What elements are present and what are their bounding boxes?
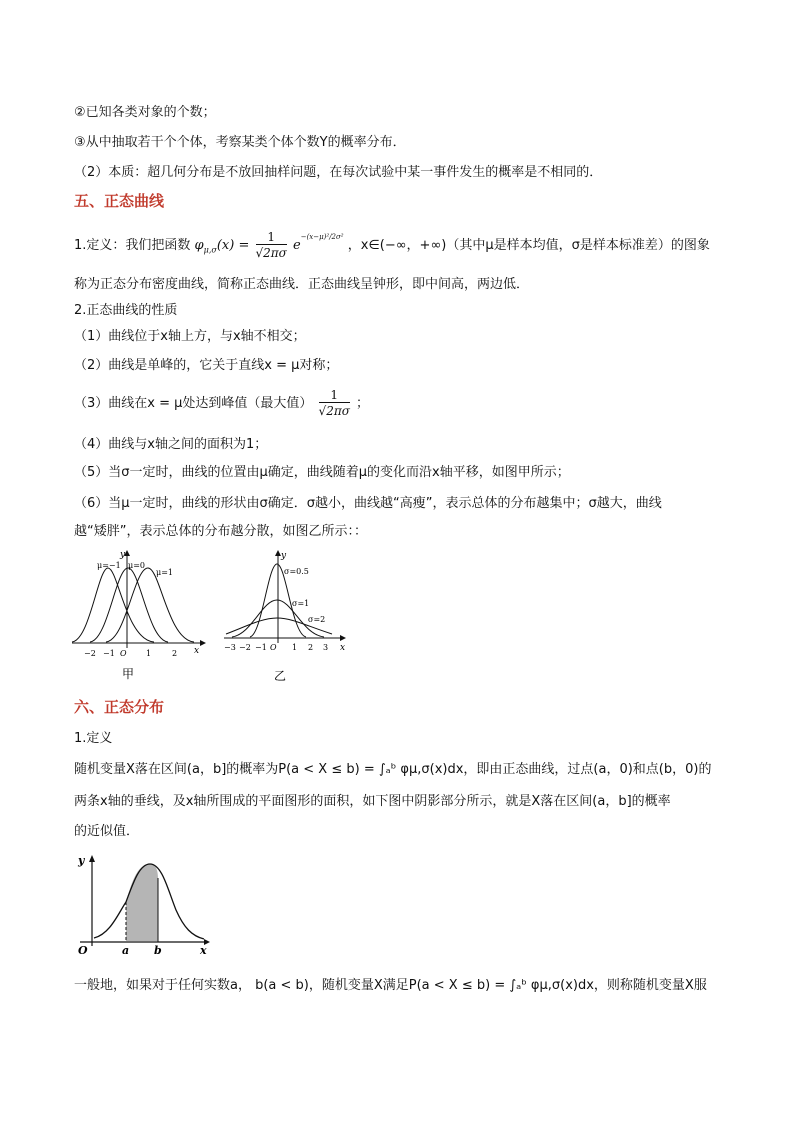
b-label: b <box>154 944 162 957</box>
x-label: x <box>340 643 346 653</box>
label-mu-1: μ=1 <box>156 568 173 577</box>
p3-suffix: ； <box>356 396 370 411</box>
text-line: （6）当μ一定时，曲线的形状由σ确定．σ越小，曲线越“高瘦”，表示总体的分布越集中；σ越大，曲线 <box>74 496 662 511</box>
y-axis-arrow <box>89 855 95 862</box>
text-line: 越“矮胖”，表示总体的分布越分散，如图乙所示：： <box>74 524 367 539</box>
text-line: ③从中抽取若干个个体，考察某类个体个数Y的概率分布． <box>74 135 406 150</box>
text-line: （5）当σ一定时，曲线的位置由μ确定，曲线随着μ的变化而沿x轴平移，如图甲所示； <box>74 465 570 480</box>
text-line: 2.正态曲线的性质 <box>74 303 178 318</box>
tick-label: −3 <box>224 643 236 652</box>
figure-caption: 甲 <box>122 667 135 681</box>
p3-prefix: （3）曲线在x = μ处达到峰值（最大值） <box>74 396 313 411</box>
x-axis-arrow <box>340 635 346 641</box>
text-line: ②已知各类对象的个数； <box>74 105 216 120</box>
figure-shaded-area <box>72 850 222 958</box>
tick-label: 2 <box>172 649 178 658</box>
fraction-denominator: √2πσ <box>318 404 350 418</box>
origin-label: O <box>120 649 127 658</box>
text-line: 一般地，如果对于任何实数a， b(a < b)，随机变量X满足P(a < X ≤ b) = ∫ₐᵇ φμ,σ(x)dx，则称随机变量X服 <box>74 978 707 993</box>
tick-label: −2 <box>84 649 96 658</box>
figure-yi <box>222 548 352 683</box>
exp-power: −(x−μ)²/2σ² <box>300 233 344 241</box>
text-line: 两条x轴的垂线，及x轴所围成的平面图形的面积，如下图中阴影部分所示，就是X落在区间(a，b]的概率 <box>74 794 671 809</box>
formula-fraction <box>256 230 287 261</box>
tick-label: −1 <box>255 643 267 652</box>
figure-jia <box>70 548 210 683</box>
definition-prefix: 1.定义：我们把函数 <box>74 238 191 253</box>
text-line: （1）曲线位于x轴上方，与x轴不相交； <box>74 329 306 344</box>
fraction-numerator: 1 <box>256 230 287 245</box>
x-axis-arrow <box>200 640 206 646</box>
text-line: （2）本质：超几何分布是不放回抽样问题，在每次试验中某一事件发生的概率是不相同的． <box>74 165 603 180</box>
phi-symbol: φ <box>194 238 204 253</box>
definition-mid: ，x∈(−∞，+∞)（其中μ是样本均值，σ是样本标准差）的图象 <box>347 238 710 253</box>
phi-subscript: μ,σ <box>203 245 217 255</box>
label-sigma-0.5: σ=0.5 <box>284 567 309 576</box>
tick-label: 2 <box>308 643 314 652</box>
text-line: （2）曲线是单峰的，它关于直线x = μ对称； <box>74 358 339 373</box>
tick-label: 1 <box>292 643 298 652</box>
label-mu-minus1: μ=−1 <box>97 561 121 570</box>
section-heading: 五、正态曲线 <box>74 192 165 210</box>
fraction-denominator: √2πσ <box>255 246 287 260</box>
text-line: （4）曲线与x轴之间的面积为1； <box>74 437 268 452</box>
tick-label: −1 <box>103 649 115 658</box>
curve-mu-minus1 <box>72 568 154 642</box>
x-label: x <box>194 646 200 656</box>
label-sigma-2: σ=2 <box>308 615 326 624</box>
tick-label: 3 <box>323 643 329 652</box>
x-label: x <box>200 944 207 957</box>
origin-label: O <box>78 944 88 957</box>
tick-label: 1 <box>146 649 152 658</box>
y-label: y <box>78 854 85 867</box>
property-3 <box>74 388 369 419</box>
label-mu-0: μ=0 <box>128 561 145 570</box>
text-line: 1.定义 <box>74 731 113 746</box>
origin-label: O <box>270 643 277 652</box>
section-heading: 六、正态分布 <box>74 698 165 716</box>
shaded-region <box>126 864 158 941</box>
definition-line <box>74 222 710 266</box>
figure-caption: 乙 <box>274 669 287 683</box>
label-sigma-1: σ=1 <box>292 599 310 608</box>
exp-base: e <box>293 238 301 253</box>
fraction-numerator: 1 <box>319 388 350 403</box>
text-line: 的近似值． <box>74 824 140 839</box>
y-label: y <box>120 550 126 560</box>
a-label: a <box>122 944 130 957</box>
y-label: y <box>281 551 287 561</box>
peak-fraction <box>319 388 350 419</box>
phi-arg: (x) = <box>216 238 250 253</box>
text-line: 称为正态分布密度曲线，简称正态曲线．正态曲线呈钟形，即中间高，两边低． <box>74 277 530 292</box>
text-line: 随机变量X落在区间(a，b]的概率为P(a < X ≤ b) = ∫ₐᵇ φμ,σ(x)dx，即由正态曲线，过点(a，0)和点(b，0)的 <box>74 762 712 777</box>
tick-label: −2 <box>239 643 251 652</box>
